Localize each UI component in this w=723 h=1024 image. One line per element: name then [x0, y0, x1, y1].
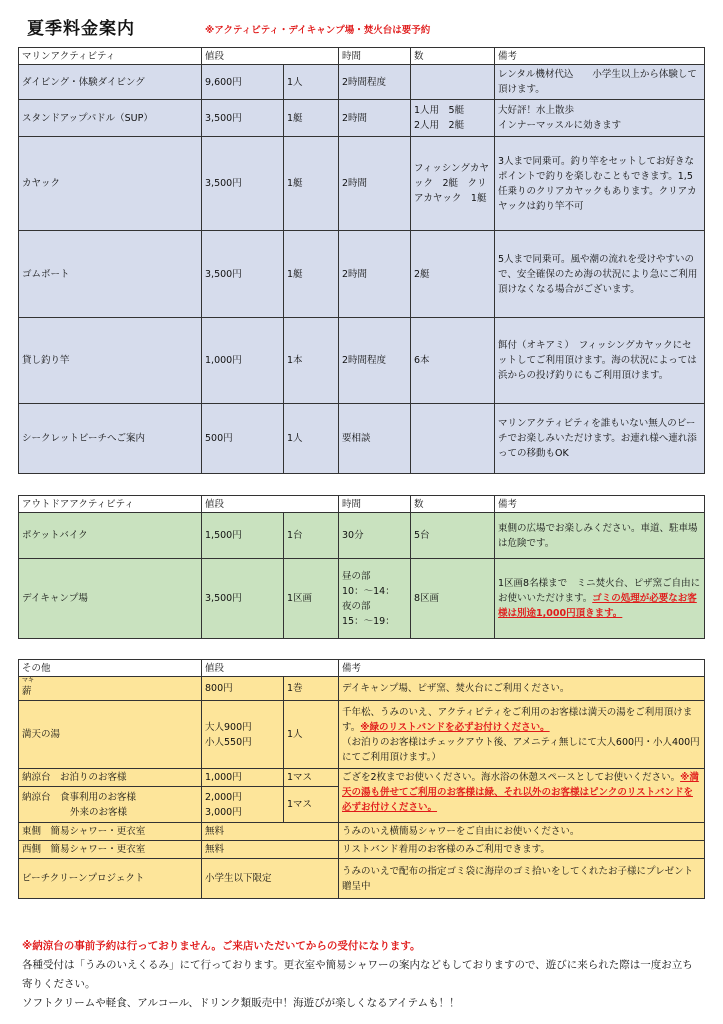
row-note: 3人まで同乗可。釣り竿をセットしてお好きなポイントで釣りを楽しむこともできます。1,5任乗りのクリアカヤックもあります。クリアカヤックは釣り竿不可	[495, 137, 705, 231]
row-unit: 1マス	[284, 787, 339, 823]
table-row	[19, 65, 705, 100]
footer-warning: ※納涼台の事前予約は行っておりません。ご来店いただいてからの受付になります。	[22, 940, 421, 952]
qty-line: 2人用 2艇	[414, 120, 465, 131]
name-line: 外来のお客様	[70, 806, 128, 818]
row-note: デイキャンプ場、ピザ窯、焚火台にご利用ください。	[339, 677, 705, 701]
table-row	[19, 231, 705, 318]
row-note: マリンアクティビティを誰もいない無人のビーチでお楽しみいただけます。お連れ様へ連れ添っての移動もOK	[495, 404, 705, 474]
row-unit: 1人	[284, 701, 339, 769]
furigana: マキ	[22, 677, 35, 684]
row-qty: 5台	[411, 513, 495, 559]
row-note	[495, 559, 705, 639]
row-name: 納涼台 お泊りのお客様	[19, 769, 202, 787]
row-unit: 1本	[284, 318, 339, 404]
row-note: うみのいえで配布の指定ゴミ袋に海岸のゴミ拾いをしてくれたお子様にプレゼント贈呈中	[339, 859, 705, 899]
note-text: ござを2枚までお使いください。海水浴の休憩スペースとしてお使いください。	[342, 772, 681, 783]
row-note: 餌付（オキアミ） フィッシングカヤックにセットしてご利用頂けます。海の状況によっては浜からの投げ釣りにもご利用頂けます。	[495, 318, 705, 404]
outdoor-header-note: 備考	[495, 496, 705, 513]
footer-notes	[22, 937, 702, 1013]
row-time: 2時間	[339, 100, 411, 137]
row-time: 2時間程度	[339, 65, 411, 100]
time-line: 夜の部	[342, 600, 371, 612]
outdoor-header-row	[19, 496, 705, 513]
row-name	[19, 677, 202, 701]
row-time: 2時間	[339, 231, 411, 318]
row-unit: 1艇	[284, 231, 339, 318]
row-price: 800円	[202, 677, 284, 701]
row-price: 無料	[202, 841, 339, 859]
row-price: 1,000円	[202, 769, 284, 787]
time-line: 10：～14：	[342, 585, 395, 597]
row-name: 西側 簡易シャワー・更衣室	[19, 841, 202, 859]
note-warning: ゴミの処理が必要なお客様は別途1,000円頂きます。	[498, 593, 697, 619]
table-row	[19, 404, 705, 474]
price-line: 3,000円	[205, 806, 242, 818]
row-unit: 1区画	[284, 559, 339, 639]
table-row	[19, 137, 705, 231]
table-row	[19, 100, 705, 137]
row-unit: 1艇	[284, 137, 339, 231]
note-line: 大好評！水上散歩	[498, 105, 575, 116]
row-note	[495, 100, 705, 137]
row-price: 3,500円	[202, 100, 284, 137]
row-note: 5人まで同乗可。風や潮の流れを受けやすいので、安全確保のため海の状況により急にご利用頂けなくなる場合がございます。	[495, 231, 705, 318]
note-warning: ※満天の湯も併せてご利用のお客様は緑、それ以外のお客様はピンクのリストバンドを必ずお付けください。	[342, 772, 699, 813]
row-note	[339, 701, 705, 769]
row-qty	[411, 404, 495, 474]
price-line: 大人900円	[205, 721, 252, 733]
other-services-table	[18, 659, 705, 899]
row-name: ゴムボート	[19, 231, 202, 318]
row-unit: 1マス	[284, 769, 339, 787]
row-name	[19, 787, 202, 823]
row-name: ビーチクリーンプロジェクト	[19, 859, 202, 899]
row-note: 東側の広場でお楽しみください。車道、駐車場は危険です。	[495, 513, 705, 559]
row-qty	[411, 65, 495, 100]
row-price: 3,500円	[202, 137, 284, 231]
row-qty: 8区画	[411, 559, 495, 639]
row-name: ポケットバイク	[19, 513, 202, 559]
note-text: （お泊りのお客様はチェックアウト後、アメニティ無しにて大人600円・小人400円にてご利用頂けます。）	[342, 736, 700, 763]
row-price	[202, 701, 284, 769]
row-unit: 1人	[284, 65, 339, 100]
marine-header-time: 時間	[339, 48, 411, 65]
row-price: 1,000円	[202, 318, 284, 404]
name-text: 薪	[22, 686, 32, 697]
footer-sales-info: ソフトクリームや軽食、アルコール、ドリンク類販売中！海遊びが楽しくなるアイテムも！！	[22, 997, 460, 1009]
reservation-notice: ※アクティビティ・デイキャンプ場・焚火台は要予約	[205, 25, 431, 36]
other-header-name: その他	[19, 660, 202, 677]
table-row	[19, 841, 705, 859]
table-row	[19, 859, 705, 899]
note-text: 1区画8名様まで ミニ焚火台、ピザ窯ご自由にお使いいただけます。	[498, 578, 701, 604]
name-line: 納涼台 食事利用のお客様	[22, 791, 137, 803]
row-price	[202, 787, 284, 823]
table-row	[19, 677, 705, 701]
page-title: 夏季料金案内	[27, 19, 135, 39]
row-price: 無料	[202, 823, 339, 841]
row-time: 30分	[339, 513, 411, 559]
outdoor-header-name: アウトドアアクティビティ	[19, 496, 202, 513]
row-note	[339, 769, 705, 823]
table-row	[19, 559, 705, 639]
row-name: 東側 簡易シャワー・更衣室	[19, 823, 202, 841]
row-name: 貸し釣り竿	[19, 318, 202, 404]
marine-header-note: 備考	[495, 48, 705, 65]
row-time	[339, 559, 411, 639]
row-time: 要相談	[339, 404, 411, 474]
row-qty: 6本	[411, 318, 495, 404]
note-text: 千年松、うみのいえ、アクティビティをご利用のお客様は満天の湯をご利用頂けます。	[342, 706, 693, 733]
row-qty	[411, 100, 495, 137]
time-line: 昼の部	[342, 570, 371, 582]
table-row	[19, 701, 705, 769]
row-qty: フィッシングカヤック 2艇 クリアカヤック 1艇	[411, 137, 495, 231]
row-unit: 1台	[284, 513, 339, 559]
other-header-price: 値段	[202, 660, 339, 677]
row-note: レンタル機材代込 小学生以上から体験して頂けます。	[495, 65, 705, 100]
row-qty: 2艇	[411, 231, 495, 318]
table-row	[19, 769, 705, 787]
row-name: デイキャンプ場	[19, 559, 202, 639]
row-unit: 1人	[284, 404, 339, 474]
row-price: 500円	[202, 404, 284, 474]
row-name: 満天の湯	[19, 701, 202, 769]
row-price: 3,500円	[202, 559, 284, 639]
footer-reception-info: 各種受付は「うみのいえくるみ」にて行っております。更衣室や簡易シャワーの案内などもしておりますので、遊びに来られた際は一度お立ち寄りください。	[22, 959, 693, 990]
outdoor-header-qty: 数	[411, 496, 495, 513]
outdoor-header-price: 値段	[202, 496, 339, 513]
row-price: 1,500円	[202, 513, 284, 559]
outdoor-header-time: 時間	[339, 496, 411, 513]
row-note: リストバンド着用のお客様のみご利用できます。	[339, 841, 705, 859]
row-price: 小学生以下限定	[202, 859, 339, 899]
row-name: ダイビング・体験ダイビング	[19, 65, 202, 100]
marine-header-price: 値段	[202, 48, 339, 65]
note-warning: ※緑のリストバンドを必ずお付けください。	[360, 721, 550, 733]
row-name: シークレットビーチへご案内	[19, 404, 202, 474]
price-line: 小人550円	[205, 736, 252, 748]
price-line: 2,000円	[205, 791, 242, 803]
row-price: 9,600円	[202, 65, 284, 100]
other-header-note: 備考	[339, 660, 705, 677]
table-row	[19, 318, 705, 404]
time-line: 15：～19：	[342, 615, 395, 627]
row-unit: 1巻	[284, 677, 339, 701]
other-header-row	[19, 660, 705, 677]
marine-activity-table	[18, 47, 705, 474]
marine-header-name: マリンアクティビティ	[19, 48, 202, 65]
row-time: 2時間	[339, 137, 411, 231]
row-price: 3,500円	[202, 231, 284, 318]
qty-line: 1人用 5艇	[414, 105, 465, 116]
outdoor-activity-table	[18, 495, 705, 639]
row-unit: 1艇	[284, 100, 339, 137]
row-name: スタンドアップパドル（SUP）	[19, 100, 202, 137]
table-row	[19, 823, 705, 841]
note-line: インナーマッスルに効きます	[498, 120, 622, 131]
marine-header-row	[19, 48, 705, 65]
marine-header-qty: 数	[411, 48, 495, 65]
row-note: うみのいえ横簡易シャワーをご自由にお使いください。	[339, 823, 705, 841]
row-time: 2時間程度	[339, 318, 411, 404]
row-name: カヤック	[19, 137, 202, 231]
table-row	[19, 513, 705, 559]
